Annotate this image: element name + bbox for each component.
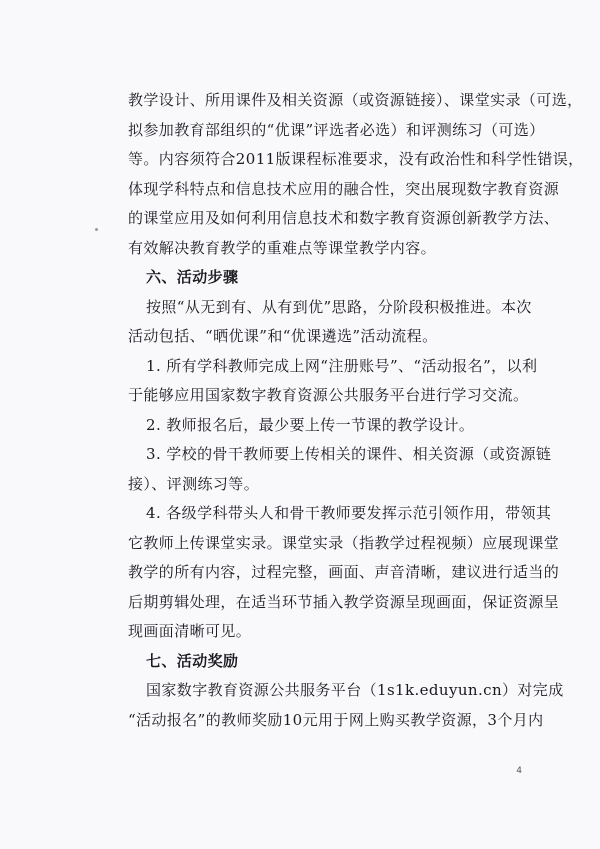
- text-line: 4. 各级学科带头人和骨干教师要发挥示范引领作用，带领其: [146, 504, 552, 522]
- text-line: 活动包括、“晒优课”和“优课遴选”活动流程。: [128, 327, 438, 345]
- text-line: 国家数字教育资源公共服务平台（1s1k.eduyun.cn）对完成: [146, 681, 564, 699]
- text-line: 于能够应用国家数字教育资源公共服务平台进行学习交流。: [128, 386, 529, 404]
- text-line: 有效解决教育教学的重难点等课堂教学内容。: [128, 238, 437, 257]
- scan-speck: [95, 228, 98, 231]
- text-line: 3. 学校的骨干教师要上传相关的课件、相关资源（或资源链: [146, 445, 552, 463]
- text-line: 它教师上传课堂实录。课堂实录（指教学过程视频）应展现课堂: [128, 533, 560, 552]
- text-line: 现画面清晰可见。: [128, 622, 252, 640]
- text-line: 1. 所有学科教师完成上网“注册账号”、“活动报名”，以利: [146, 356, 538, 375]
- text-line: 教学的所有内容，过程完整，画面、声音清晰，建议进行适当的: [128, 563, 560, 581]
- text-line: 2. 教师报名后，最少要上传一节课的教学设计。: [146, 415, 475, 434]
- section-heading: 六、活动步骤: [146, 268, 239, 286]
- section-heading: 七、活动奖励: [146, 651, 239, 670]
- text-line: “活动报名”的教师奖励10元用于网上购买教学资源，3个月内: [128, 710, 544, 729]
- text-line: 体现学科特点和信息技术应用的融合性，突出展现数字教育资源: [128, 179, 560, 198]
- page-number: 4: [516, 766, 522, 776]
- text-line: 拟参加教育部组织的“优课”评选者必选）和评测练习（可选）: [128, 120, 545, 139]
- text-line: 后期剪辑处理，在适当环节插入教学资源呈现画面，保证资源呈: [128, 592, 560, 611]
- text-line: 接）、评测练习等。: [128, 474, 260, 493]
- text-line: 按照“从无到有、从有到优”思路，分阶段积极推进。本次: [146, 297, 532, 316]
- text-line: 等。内容须符合2011版课程标准要求，没有政治性和科学性错误，: [128, 150, 584, 168]
- document-body: [128, 86, 584, 735]
- text-line: 教学设计、所用课件及相关资源（或资源链接）、课堂实录（可选，: [128, 91, 583, 109]
- text-line: 的课堂应用及如何利用信息技术和数字教育资源创新教学方法、: [128, 209, 560, 227]
